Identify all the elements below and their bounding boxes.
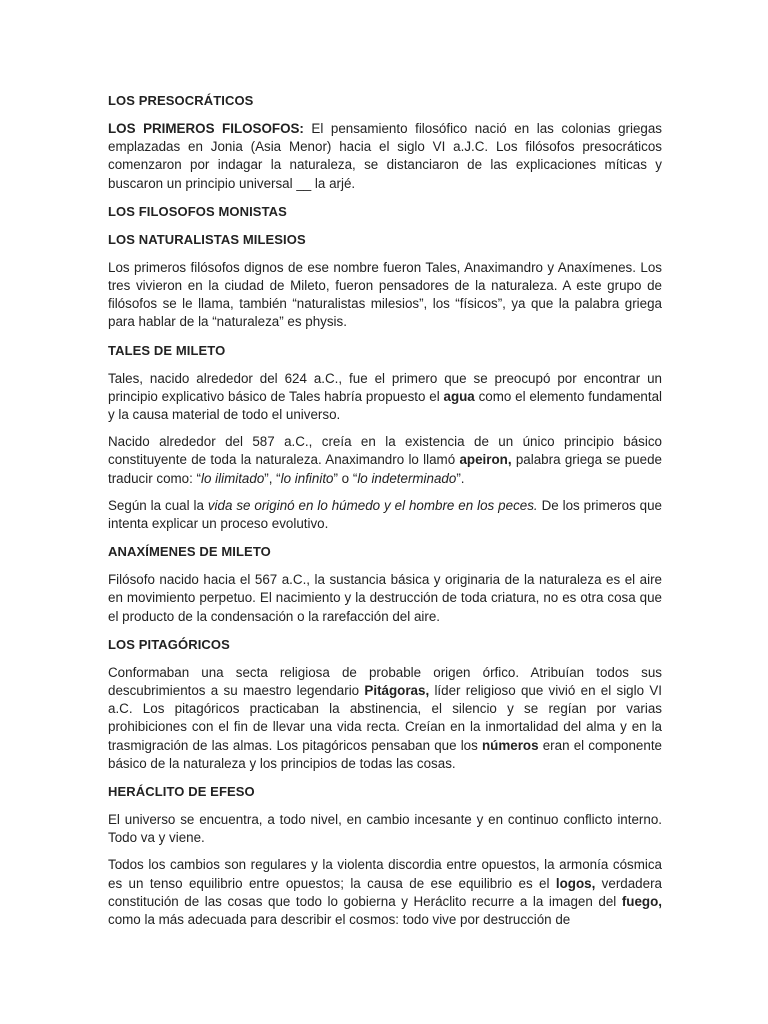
text-span: Según la cual la	[108, 497, 208, 513]
text-span: Conformaban una secta religiosa de probable origen órfico. Atribuían todos sus descubrimientos a su maestro legendario	[108, 664, 662, 699]
italic-term: lo indeterminado	[357, 470, 457, 486]
bold-term: agua	[443, 388, 475, 404]
text-span: Tales, nacido alrededor del 624 a.C., fue el primero que se preocupó por encontrar un principio explicativo básico de Tales habría propuesto el	[108, 370, 662, 404]
page-title: LOS PRESOCRÁTICOS	[108, 93, 254, 108]
document-page	[108, 92, 662, 929]
paragraph-heraclito-1: El universo se encuentra, a todo nivel, en cambio incesante y en continuo conflicto interno. Todo va y viene.	[108, 812, 662, 846]
heading-anaximenes: ANAXÍMENES DE MILETO	[108, 544, 271, 560]
text-span: líder religioso que vivió en el siglo VI a.C. Los pitagóricos practicaban la abstinencia, el silencio y se regían por varias prohibiciones con el fin de llevar una vida recta. Creían en la inmortalidad del alma y en la trasmigración de las almas. Los pitagóricos pensaban que los	[108, 683, 662, 753]
text-span: Todos los cambios son regulares y la violenta discordia entre opuestos, la armonía cósmica es un tenso equilibrio entre opuestos; la causa de ese equilibrio es el	[108, 857, 662, 891]
text-span: ”.	[456, 470, 465, 486]
heading-tales: TALES DE MILETO	[108, 342, 226, 358]
heading-filosofos-monistas: LOS FILOSOFOS MONISTAS	[108, 203, 287, 219]
text-span: verdadera constitución de las cosas que todo lo gobierna y Heráclito recurre a la imagen del	[108, 875, 662, 909]
paragraph-pitagoricos	[108, 664, 662, 773]
text-span: Nacido alrededor del 587 a.C., creía en la existencia de un único principio básico constituyente de toda la naturaleza. Anaximandro lo llamó	[108, 434, 662, 468]
italic-term: lo infinito	[280, 470, 334, 486]
heading-pitagoricos: LOS PITAGÓRICOS	[108, 636, 230, 652]
text-span: como la más adecuada para describir el cosmos: todo vive por destrucción de	[108, 912, 571, 928]
paragraph-anaximenes: Filósofo nacido hacia el 567 a.C., la sustancia básica y originaria de la naturaleza es el aire en movimiento perpetuo. El nacimiento y la destrucción de toda criatura, no es otra cosa que el producto de la condensación o la rarefacción del aire.	[108, 572, 662, 624]
paragraph-lead: LOS PRIMEROS FILOSOFOS:	[108, 121, 304, 136]
bold-term: Pitágoras,	[364, 683, 430, 699]
text-span: ”, “	[264, 470, 281, 486]
paragraph-segun	[108, 497, 662, 533]
italic-phrase: vida se originó en lo húmedo y el hombre en los peces.	[207, 497, 538, 513]
paragraph-anaximandro	[108, 433, 662, 488]
heading-naturalistas-milesios: LOS NATURALISTAS MILESIOS	[108, 231, 306, 247]
bold-term: logos,	[555, 875, 596, 891]
text-span: eran el componente básico de la naturaleza y los principios de todas las cosas.	[108, 737, 662, 771]
paragraph-primeros-filosofos	[108, 120, 662, 193]
bold-term: apeiron,	[459, 452, 512, 468]
text-span: ” o “	[333, 470, 358, 486]
paragraph-tales	[108, 370, 662, 425]
text-span: como el elemento fundamental y la causa material de todo el universo.	[108, 388, 662, 423]
italic-term: lo ilimitado	[201, 470, 265, 486]
paragraph-naturalistas: Los primeros filósofos dignos de ese nombre fueron Tales, Anaximandro y Anaxímenes. Los tres vivieron en la ciudad de Mileto, fueron pensadores de la naturaleza. A este grupo de filósofos se le llama, también “naturalistas milesios”, los “físicos”, ya que la palabra griega para hablar de la “naturaleza” es physis.	[108, 259, 662, 330]
paragraph-text: El pensamiento filosófico nació en las colonias griegas emplazadas en Jonia (Asia Menor) hacia el siglo VI a.J.C. Los filósofos presocráticos comenzaron por indagar la naturaleza, se distanciaron de las explicaciones míticas y buscaron un principio universal __ la arjé.	[108, 121, 662, 191]
paragraph-heraclito-2	[108, 856, 662, 929]
text-span: De los primeros que intenta explicar un proceso evolutivo.	[108, 497, 663, 532]
bold-term: fuego,	[621, 893, 662, 909]
text-span: palabra griega se puede traducir como: “	[108, 452, 663, 486]
heading-heraclito: HERÁCLITO DE EFESO	[108, 784, 255, 800]
bold-term: números	[482, 737, 539, 753]
